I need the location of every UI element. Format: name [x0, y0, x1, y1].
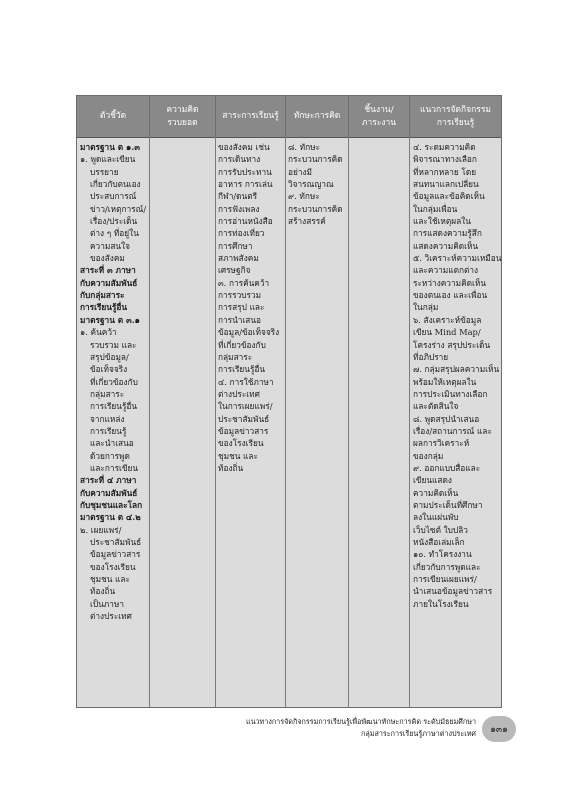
- skills-line: กระบวนการคิด: [288, 154, 343, 165]
- content-line: การศึกษา: [218, 240, 253, 251]
- content-line: ประชาสัมพันธ์: [218, 413, 270, 424]
- header-concept: ความคิด รวบยอด: [150, 96, 216, 137]
- content-line: สภาพสังคม: [218, 253, 259, 264]
- indicators-line: เป็นภาษา: [90, 598, 125, 609]
- skills-line: อย่างมี: [288, 166, 313, 177]
- column-activities: [413, 141, 502, 610]
- activities-line: ตามประเด็นที่ศึกษา: [413, 499, 483, 510]
- indicators-line: การเรียนรู้อื่น: [80, 302, 128, 313]
- content-line: ข้อมูลข่าวสาร: [218, 425, 269, 436]
- column-thinking-skills: [288, 141, 347, 227]
- activities-line: ๘. พูดสรุปนำเสนอ: [413, 413, 480, 424]
- skills-line: ๙. ทักษะ: [288, 191, 320, 202]
- content-line: ท้องถิ่น: [218, 462, 244, 473]
- activities-line: และตัดสินใจ: [413, 401, 459, 412]
- content-line: การท่องเที่ยว: [218, 228, 265, 239]
- content-line: การนำเสนอ: [218, 314, 262, 325]
- footer-line-1: แนวทางการจัดกิจกรรมการเรียนรู้เพื่อพัฒนาทักษะการคิด ระดับมัธยมศึกษา: [245, 717, 476, 726]
- indicators-line: เกี่ยวกับตนเอง: [90, 179, 141, 190]
- indicators-line: สรุปข้อมูล/: [90, 351, 129, 362]
- indicators-line: สาระที่ ๓ ภาษา: [80, 265, 136, 276]
- header-workload: ชิ้นงาน/ ภาระงาน: [349, 96, 410, 137]
- indicators-line: บรรยาย: [90, 166, 119, 177]
- indicators-line: การเรียนรู้อื่น: [90, 401, 138, 412]
- footer-text: [240, 716, 476, 740]
- activities-line: ๔. ระดมความคิด: [413, 142, 476, 152]
- column-indicators: [80, 141, 148, 622]
- activities-line: ๙. ออกแบบสื่อและ: [413, 462, 481, 473]
- activities-line: ผลการวิเคราะห์: [413, 438, 470, 449]
- activities-line: เรื่อง/สถานการณ์ และ: [413, 425, 492, 436]
- activities-line: การประเมินทางเลือก: [413, 388, 488, 399]
- indicators-line: ข้อมูลข่าวสาร: [90, 549, 141, 560]
- indicators-line: กลุ่มสาระ: [90, 388, 125, 399]
- header-thinking-skills: ทักษะการคิด: [286, 96, 349, 137]
- activities-line: ความคิดเห็น: [413, 487, 459, 498]
- indicators-line: เรื่อง/ประเด็น: [90, 216, 138, 227]
- activities-line: ที่หลากหลาย โดย: [413, 166, 477, 177]
- content-line: ต่างประเทศ: [218, 388, 260, 399]
- content-line: การฟังเพลง: [218, 203, 260, 214]
- page-number: ๑๓๑: [482, 716, 516, 742]
- content-line: กลุ่มสาระ: [218, 351, 253, 362]
- activities-line: ข้อมูลและข้อคิดเห็น: [413, 191, 485, 202]
- indicators-line: มาตรฐาน ต ๔.๒: [80, 512, 141, 523]
- indicators-line: การเรียนรู้: [90, 425, 127, 436]
- indicators-line: ๑. ค้นคว้า: [80, 327, 117, 338]
- content-line: ๓. การค้นคว้า: [218, 277, 270, 288]
- content-line: ในการเผยแพร่/: [218, 401, 273, 412]
- activities-line: พร้อมให้เหตุผลใน: [413, 376, 477, 387]
- activities-line: ๗. กลุ่มสรุปผลความเห็น: [413, 364, 500, 375]
- indicators-line: ชุมชน และ: [90, 574, 130, 585]
- indicators-line: ความสนใจ: [90, 240, 130, 251]
- activities-line: ภายในโรงเรียน: [413, 598, 469, 609]
- footer-line-2: กลุ่มสาระการเรียนรู้ภาษาต่างประเทศ: [361, 729, 476, 738]
- activities-line: สนทนาแลกเปลี่ยน: [413, 179, 479, 190]
- skills-line: วิจารณญาณ: [288, 179, 334, 190]
- content-line: ๔. การใช้ภาษา: [218, 376, 274, 387]
- indicators-line: จากแหล่ง: [90, 413, 125, 424]
- skills-line: กระบวนการคิด: [288, 203, 343, 214]
- indicators-line: สาระที่ ๔ ภาษา: [80, 475, 137, 486]
- activities-line: เว็บไซต์ ใบปลิว: [413, 524, 468, 535]
- activities-line: ของตนเอง และเพื่อน: [413, 290, 488, 301]
- activities-line: ระหว่างความคิดเห็น: [413, 277, 487, 288]
- indicators-line: กับกลุ่มสาระ: [80, 290, 125, 301]
- activities-line: และใช้เหตุผลใน: [413, 216, 471, 227]
- indicators-line: ของสังคม: [90, 253, 125, 264]
- content-line: ของสังคม เช่น: [218, 142, 270, 152]
- indicators-line: ต่าง ๆ ที่อยู่ใน: [90, 228, 139, 239]
- content-line: กีฬา/ดนตรี: [218, 191, 258, 202]
- activities-line: ๑๐. ทำโครงงาน: [413, 549, 472, 560]
- activities-line: เขียนแสดง: [413, 475, 452, 486]
- activities-line: เขียน Mind Map/: [413, 327, 481, 338]
- indicators-line: ของโรงเรียน: [90, 561, 136, 572]
- content-line: การรวบรวม: [218, 290, 262, 301]
- indicators-line: และการเขียน: [90, 462, 139, 473]
- indicators-line: ข่าว/เหตุการณ์/: [90, 203, 147, 214]
- activities-line: พิจารณาทางเลือก: [413, 154, 477, 165]
- indicators-line: ๒. เผยแพร่/: [80, 524, 122, 535]
- activities-line: โครงร่าง สรุปประเด็น: [413, 339, 491, 350]
- content-line: ที่เกี่ยวข้องกับ: [218, 339, 266, 350]
- header-activities: แนวการจัดกิจกรรม การเรียนรู้: [419, 104, 492, 128]
- content-line: การรับประทาน: [218, 166, 272, 177]
- indicators-line: กับความสัมพันธ์: [80, 487, 138, 498]
- indicators-line: ๑. พูดและเขียน: [80, 154, 136, 165]
- indicators-line: ท้องถิ่น: [90, 586, 116, 597]
- indicators-line: ต่างประเทศ: [90, 611, 132, 622]
- content-line: การสรุป และ: [218, 302, 265, 313]
- indicators-line: มาตรฐาน ต ๓.๑: [80, 314, 140, 325]
- indicators-line: กับชุมชนและโลก: [80, 499, 143, 510]
- activities-line: การเขียนเผยแพร่/: [413, 574, 477, 585]
- activities-line: หนังสือเล่มเล็ก: [413, 537, 465, 547]
- indicators-line: และนำเสนอ: [90, 438, 134, 449]
- content-line: ของโรงเรียน: [218, 438, 264, 449]
- indicators-line: ด้วยการพูด: [90, 450, 130, 461]
- table-header-row: [77, 96, 501, 138]
- header-indicators: ตัวชี้วัด: [77, 96, 150, 137]
- column-content: [218, 141, 284, 474]
- activities-line: ในกลุ่ม: [413, 302, 439, 313]
- content-line: อาหาร การเล่น: [218, 179, 273, 190]
- indicators-line: ข้อเท็จจริง: [90, 364, 128, 375]
- indicators-line: กับความสัมพันธ์: [80, 277, 138, 288]
- indicators-line: ประชาสัมพันธ์: [90, 537, 142, 547]
- activities-line: นำเสนอข้อมูลข่าวสาร: [413, 586, 493, 597]
- skills-line: สร้างสรรค์: [288, 216, 326, 227]
- activities-line: ๕. วิเคราะห์ความเหมือน: [413, 253, 502, 264]
- activities-line: แสดงความคิดเห็น: [413, 240, 479, 251]
- header-content: สาระการเรียนรู้: [216, 96, 286, 137]
- indicators-line: ที่เกี่ยวข้องกับ: [90, 376, 138, 387]
- skills-line: ๘. ทักษะ: [288, 142, 321, 152]
- activities-line: ลงในแผ่นพับ: [413, 512, 459, 523]
- activities-line: เกี่ยวกับการพูดและ: [413, 561, 481, 572]
- activities-line: ที่อภิปราย: [413, 351, 449, 362]
- indicators-line: ประสบการณ์: [90, 191, 137, 202]
- content-line: ชุมชน และ: [218, 450, 258, 461]
- indicators-line: รวบรวม และ: [90, 339, 137, 350]
- activities-line: การแสดงความรู้สึก: [413, 228, 482, 239]
- activities-line: ในกลุ่มเพื่อน: [413, 203, 458, 214]
- content-line: การเดินทาง: [218, 154, 261, 165]
- activities-line: และความแตกต่าง: [413, 265, 479, 276]
- activities-line: ๖. สังเคราะห์ข้อมูล: [413, 314, 482, 325]
- content-line: การอ่านหนังสือ: [218, 216, 273, 227]
- content-line: ข้อมูล/ข้อเท็จจริง: [218, 327, 280, 338]
- content-line: เศรษฐกิจ: [218, 265, 251, 276]
- indicators-line: มาตรฐาน ต ๑.๓: [80, 142, 140, 152]
- content-line: การเรียนรู้อื่น: [218, 364, 266, 375]
- activities-line: ของกลุ่ม: [413, 450, 444, 461]
- curriculum-table: [76, 95, 502, 708]
